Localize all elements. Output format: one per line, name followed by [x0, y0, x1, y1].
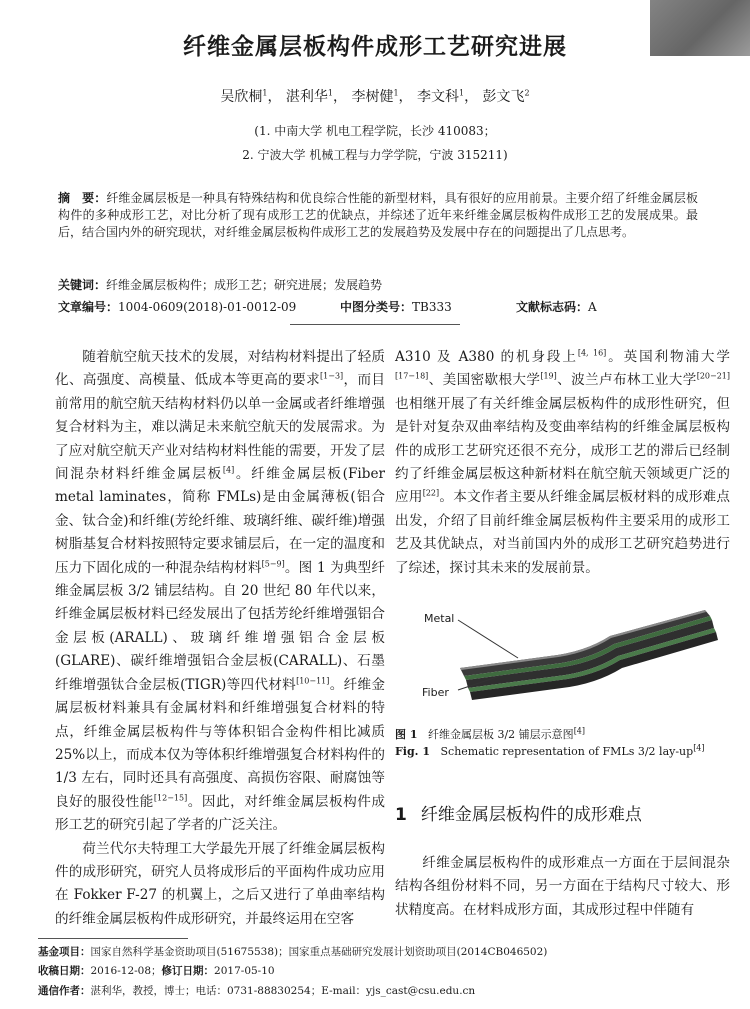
author: 彭文飞$^2$	[482, 88, 530, 105]
abstract-label: 摘 要：	[58, 191, 107, 205]
document-code: 文献标志码：A	[516, 300, 597, 314]
body-column-right-bottom	[395, 852, 730, 922]
author: 李文科$^1$	[417, 88, 465, 105]
keywords-label: 关键词：	[58, 278, 107, 292]
clc-number: 中图分类号：TB333	[340, 300, 452, 314]
footnote-correspondence: 通信作者：湛利华，教授，博士；电话：0731-88830254；E-mail：yjs_cast@csu.edu.cn	[38, 985, 476, 997]
author: 湛利华$^1$	[285, 88, 333, 105]
header-divider	[290, 324, 460, 325]
figure-caption-cn: 图 1 纤维金属层板 3/2 铺层示意图[4]	[395, 726, 586, 741]
author-list: 吴欣桐$^1$， 湛利华$^1$， 李树健$^1$， 李文科$^1$， 彭文飞$^2$	[220, 88, 530, 105]
author: 吴欣桐$^1$	[220, 88, 268, 105]
keywords-text: 纤维金属层板构件；成形工艺；研究进展；发展趋势	[106, 278, 383, 292]
metal-leader-line	[458, 620, 518, 658]
article-number: 文章编号：1004-0609(2018)-01-0012-09	[58, 300, 297, 314]
paragraph: 荷兰代尔夫特理工大学最先开展了纤维金属层板构件的成形研究，研究人员将成形后的平面构件成功应用在 Fokker F-27 的机翼上，之后又进行了单曲率结构的纤维金属层板构件成形研究，并最终运用在空客	[55, 840, 385, 927]
paragraph: A310 及 A380 的机身段上[4, 16]。英国利物浦大学[17−18]、美国密歇根大学[19]、波兰卢布林工业大学[20−21]也相继开展了有关纤维金属层板构件的成形性研究，但是针对复杂双曲率结构及变曲率结构的纤维金属层板构件的成形工艺研究还很不充分，成形工艺的滞后已经制约了纤维金属层板这种新材料在航空航天领域更广泛的应用[22]。本文作者主要从纤维金属层板材料的成形难点出发，介绍了目前纤维金属层板构件主要采用的成形工艺及其优缺点，对当前国内外的成形工艺研究趋势进行了综述，探讨其未来的发展前景。	[395, 348, 731, 576]
footnote-dates: 收稿日期：2016-12-08；修订日期：2017-05-10	[38, 965, 275, 977]
footnote-funding: 基金项目：国家自然科学基金资助项目(51675538)；国家重点基础研究发展计划资助项目(2014CB046502)	[38, 946, 548, 958]
metal-label: Metal	[424, 612, 455, 625]
body-column-right-top	[395, 346, 730, 580]
paper-title: 纤维金属层板构件成形工艺研究进展	[183, 34, 567, 60]
paragraph: 纤维金属层板构件的成形难点一方面在于层间混杂结构各组份材料不同，另一方面在于结构尺寸较大、形状精度高。在材料成形方面，其成形过程中伴随有	[395, 855, 730, 918]
author: 李树健$^1$	[351, 88, 399, 105]
affiliation-1: (1. 中南大学 机电工程学院，长沙 410083；	[254, 124, 496, 138]
section-heading-1: 1 纤维金属层板构件的成形难点	[395, 805, 642, 825]
figure-1-fml-layup	[400, 600, 720, 718]
abstract-text: 纤维金属层板是一种具有特殊结构和优良综合性能的新型材料，具有很好的应用前景。主要介绍了纤维金属层板构件的多种成形工艺，对比分析了现有成形工艺的优缺点，并综述了近年来纤维金属层板构件成形工艺的发展成果。最后，结合国内外的研究现状，对纤维金属层板构件成形工艺的发展趋势及发展中存在的问题提出了几点思考。	[58, 191, 698, 239]
paragraph: 随着航空航天技术的发展，对结构材料提出了轻质化、高强度、高模量、低成本等更高的要求[1−3]，而目前常用的航空航天结构材料仍以单一金属或者纤维增强复合材料为主，难以满足未来航空航天的发展需求。为了应对航空航天产业对结构材料性能的需要，开发了层间混杂材料纤维金属层板[4]。纤维金属层板(Fiber metal laminates，简称 FMLs)是由金属薄板(铝合金、钛合金)和纤维(芳纶纤维、玻璃纤维、碳纤维)增强树脂基复合材料按照特定要求铺层后，在一定的温度和压力下固化成的一种混杂结构材料[5−9]。图 1 为典型纤维金属层板 3/2 铺层结构。自 20 世纪 80 年代以来，纤维金属层板材料已经发展出了包括芳纶纤维增强铝合金层板(ARALL)、玻璃纤维增强铝合金层板(GLARE)、碳纤维增强铝合金层板(CARALL)、石墨纤维增强钛合金层板(TIGR)等四代材料[10−11]。纤维金属层板材料兼具有金属材料和纤维增强复合材料的特点，纤维金属层板构件与等体积铝合金构件相比减质 25%以上，而成本仅为等体积纤维增强复合材料构件的 1/3 左右，同时还具有高强度、高损伤容限、耐腐蚀等良好的服役性能[12−15]。因此，对纤维金属层板构件成形工艺的研究引起了学者的广泛关注。	[55, 349, 386, 834]
abstract	[58, 190, 698, 241]
fiber-label: Fiber	[422, 686, 449, 699]
keywords	[58, 276, 698, 293]
body-column-left	[55, 346, 385, 931]
layer-stack	[460, 610, 718, 700]
figure-caption-en: Fig. 1 Schematic representation of FMLs 3/2 lay-up[4]	[395, 743, 705, 758]
footnote-divider	[38, 938, 188, 939]
affiliation-2: 2. 宁波大学 机械工程与力学学院，宁波 315211)	[242, 148, 508, 162]
